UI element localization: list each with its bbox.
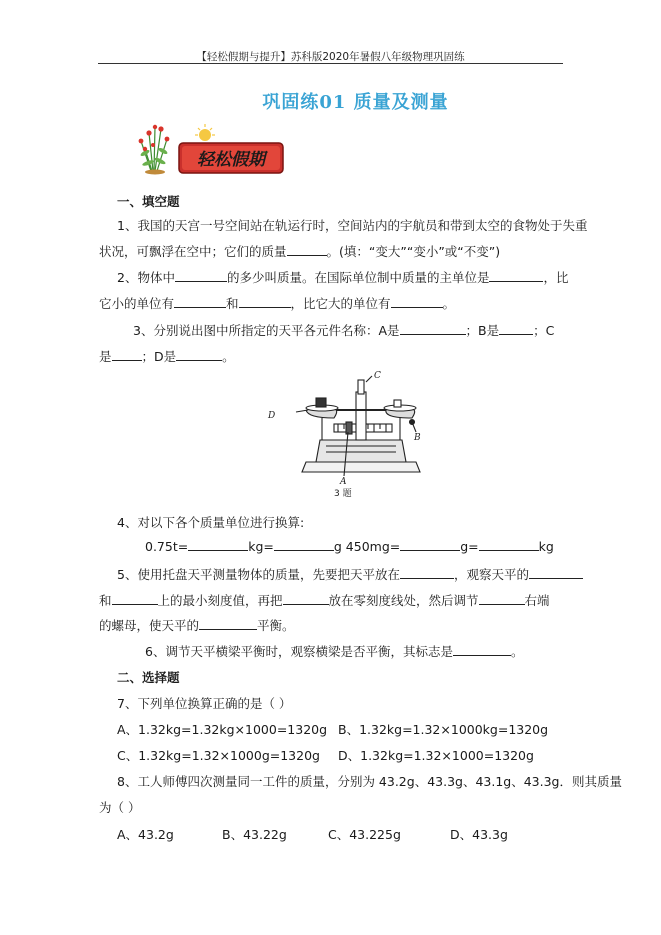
q2-blank-4 xyxy=(239,296,291,308)
q5-blank-6 xyxy=(199,618,257,630)
q2-blank-3 xyxy=(174,296,226,308)
running-header: 【轻松假期与提升】苏科版2020年暑假八年级物理巩固练 xyxy=(196,51,465,63)
figure-caption: 3 题 xyxy=(334,489,352,499)
q1-line2 xyxy=(99,242,500,260)
flower-sun-illustration xyxy=(133,123,293,175)
section-fill-in-heading: 一、填空题 xyxy=(117,194,180,209)
q3-text-e: ；D是 xyxy=(141,349,177,364)
q2-blank-2 xyxy=(489,270,543,282)
q5-blank-3 xyxy=(112,593,158,605)
page-title: 巩固练01 质量及测量 xyxy=(262,92,449,113)
q1-line1: 1、我国的天宫一号空间站在轨运行时，空间站内的宇航员和带到太空的食物处于失重 xyxy=(117,218,588,233)
q8-option-a: A、43.2g xyxy=(117,827,174,842)
q4-text-d: g= xyxy=(460,539,479,554)
q4-text-e: kg xyxy=(538,539,554,554)
q4-intro: 4、对以下各个质量单位进行换算: xyxy=(117,515,305,530)
q8-option-b: B、43.22g xyxy=(222,827,287,842)
q4-blank-2 xyxy=(274,539,334,551)
q3-line2 xyxy=(99,347,235,365)
q2-text-f: ，比它大的单位有 xyxy=(290,296,391,311)
q5-blank-2 xyxy=(529,567,583,579)
q5-line3 xyxy=(99,616,295,634)
q4-text-c: g 450mg= xyxy=(333,539,401,554)
q3-text-a: 3、分别说出图中所指定的天平各元件名称：A是 xyxy=(133,323,400,338)
q8-line1: 8、工人师傅四次测量同一工件的质量，分别为 43.2g、43.3g、43.1g、43.3g．则其质量 xyxy=(117,774,622,789)
balance-figure xyxy=(268,371,426,500)
q3-text-b: ；B是 xyxy=(465,323,500,338)
q8-option-d: D、43.3g xyxy=(450,827,508,842)
q3-blank-b xyxy=(499,323,533,335)
q5-text-g: 的螺母，使天平的 xyxy=(99,618,200,633)
q2-line1 xyxy=(117,268,568,286)
section-choice-heading: 二、选择题 xyxy=(117,670,180,685)
q6-line xyxy=(145,642,523,660)
q4-blank-4 xyxy=(479,539,539,551)
q3-text-c: ；C xyxy=(533,323,555,338)
q5-text-c: 和 xyxy=(99,593,112,608)
q5-text-h: 平衡。 xyxy=(257,618,295,633)
q5-text-f: 右端 xyxy=(524,593,550,608)
label-c: C xyxy=(374,371,381,381)
q2-blank-1 xyxy=(175,270,227,282)
q2-text-b: 的多少叫质量。在国际单位制中质量的主单位是 xyxy=(226,270,490,285)
holiday-banner xyxy=(133,123,293,175)
q3-blank-a xyxy=(400,323,466,335)
q7-option-a: A、1.32kg=1.32kg×1000=1320g xyxy=(117,722,328,737)
q8-option-c: C、43.225g xyxy=(328,827,401,842)
q1-text-a: 状况，可飘浮在空中；它们的质量 xyxy=(99,244,287,259)
q3-blank-d xyxy=(176,349,222,361)
q6-text-b: 。 xyxy=(510,644,524,659)
q5-line2 xyxy=(99,591,550,609)
q2-text-d: 它小的单位有 xyxy=(99,296,175,311)
q2-text-a: 2、物体中 xyxy=(117,270,175,285)
q2-line2 xyxy=(99,294,455,312)
q6-blank xyxy=(453,644,511,656)
q5-blank-5 xyxy=(479,593,525,605)
q2-text-c: ，比 xyxy=(543,270,569,285)
q4-blank-3 xyxy=(400,539,460,551)
q4-blank-1 xyxy=(188,539,248,551)
q5-text-e: 放在零刻度线处，然后调节 xyxy=(328,593,479,608)
q3-text-f: 。 xyxy=(222,349,235,364)
label-b: B xyxy=(414,433,421,443)
q2-blank-5 xyxy=(391,296,443,308)
q7-option-b: B、1.32kg=1.32×1000kg=1320g xyxy=(338,722,549,737)
label-a: A xyxy=(340,477,347,487)
q4-text-b: kg= xyxy=(248,539,274,554)
q5-text-d: 上的最小刻度值，再把 xyxy=(157,593,283,608)
q3-blank-c xyxy=(112,349,142,361)
q6-text-a: 6、调节天平横梁平衡时，观察横梁是否平衡，其标志是 xyxy=(145,644,453,659)
q7-stem: 7、下列单位换算正确的是（ ） xyxy=(117,696,292,711)
q5-blank-1 xyxy=(400,567,454,579)
label-d: D xyxy=(268,411,276,421)
q8-line2: 为（ ） xyxy=(99,800,141,815)
q7-option-d: D、1.32kg=1.32×1000=1320g xyxy=(338,748,534,763)
q5-text-b: ，观察天平的 xyxy=(453,567,529,582)
q3-line1 xyxy=(133,321,554,339)
header-rule xyxy=(98,63,563,64)
banner-text: 轻松假期 xyxy=(197,150,265,170)
q1-blank xyxy=(287,244,327,256)
q5-line1 xyxy=(117,565,583,583)
q5-text-a: 5、使用托盘天平测量物体的质量，先要把天平放在 xyxy=(117,567,400,582)
q1-text-b: 。(填：“变大”“变小”或“不变”) xyxy=(326,244,501,259)
q4-text-a: 0.75t= xyxy=(145,539,189,554)
balance-diagram xyxy=(268,371,426,500)
q3-text-d: 是 xyxy=(99,349,112,364)
q5-blank-4 xyxy=(283,593,329,605)
q2-text-g: 。 xyxy=(442,296,456,311)
q2-text-e: 和 xyxy=(226,296,239,311)
q7-option-c: C、1.32kg=1.32×1000g=1320g xyxy=(117,748,320,763)
q4-line xyxy=(145,539,554,554)
